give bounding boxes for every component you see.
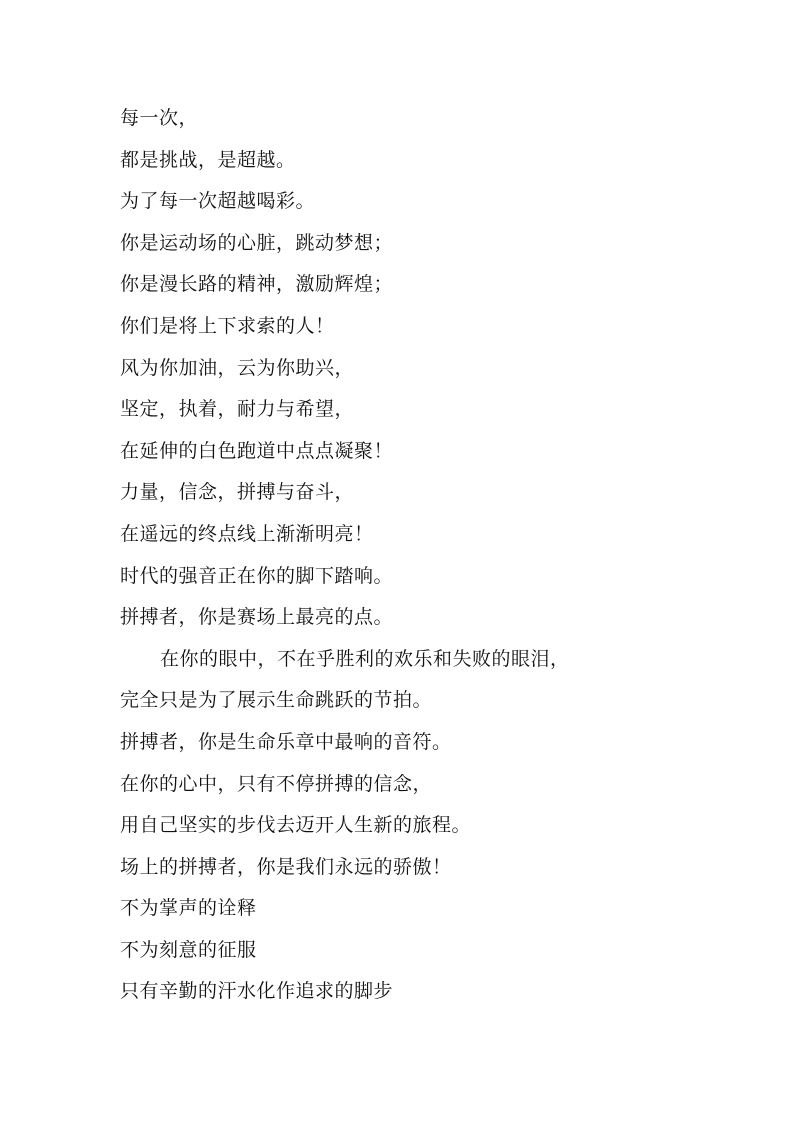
text-line: 力量，信念，拼搏与奋斗， [120,481,355,504]
text-line: 在你的心中，只有不停拼搏的信念， [120,772,433,795]
indented-text-line: 在你的眼中，不在乎胜利的欢乐和失败的眼泪， [160,647,570,670]
text-line: 场上的拼搏者，你是我们永远的骄傲！ [120,855,452,878]
text-line: 拼搏者，你是赛场上最亮的点。 [120,606,394,629]
text-line: 你们是将上下求索的人！ [120,314,335,337]
text-line: 只有辛勤的汗水化作追求的脚步 [120,980,394,1003]
text-line: 为了每一次超越喝彩。 [120,190,316,213]
poem-text [120,98,720,1013]
text-line: 都是挑战，是超越。 [120,148,296,171]
text-line: 坚定，执着，耐力与希望， [120,398,355,421]
text-line: 不为掌声的诠释 [120,897,257,920]
text-line: 用自己坚实的步伐去迈开人生新的旅程。 [120,814,472,837]
text-line: 在延伸的白色跑道中点点凝聚！ [120,439,394,462]
text-line: 完全只是为了展示生命跳跃的节拍。 [120,689,433,712]
text-line: 拼搏者，你是生命乐章中最响的音符。 [120,730,452,753]
text-line: 时代的强音正在你的脚下踏响。 [120,564,394,587]
text-line: 风为你加油，云为你助兴， [120,356,355,379]
text-line: 在遥远的终点线上渐渐明亮！ [120,522,374,545]
text-line: 每一次， [120,107,199,129]
text-line: 你是运动场的心脏，跳动梦想； [120,231,394,254]
text-line: 不为刻意的征服 [120,938,257,961]
text-line: 你是漫长路的精神，激励辉煌； [120,273,394,296]
